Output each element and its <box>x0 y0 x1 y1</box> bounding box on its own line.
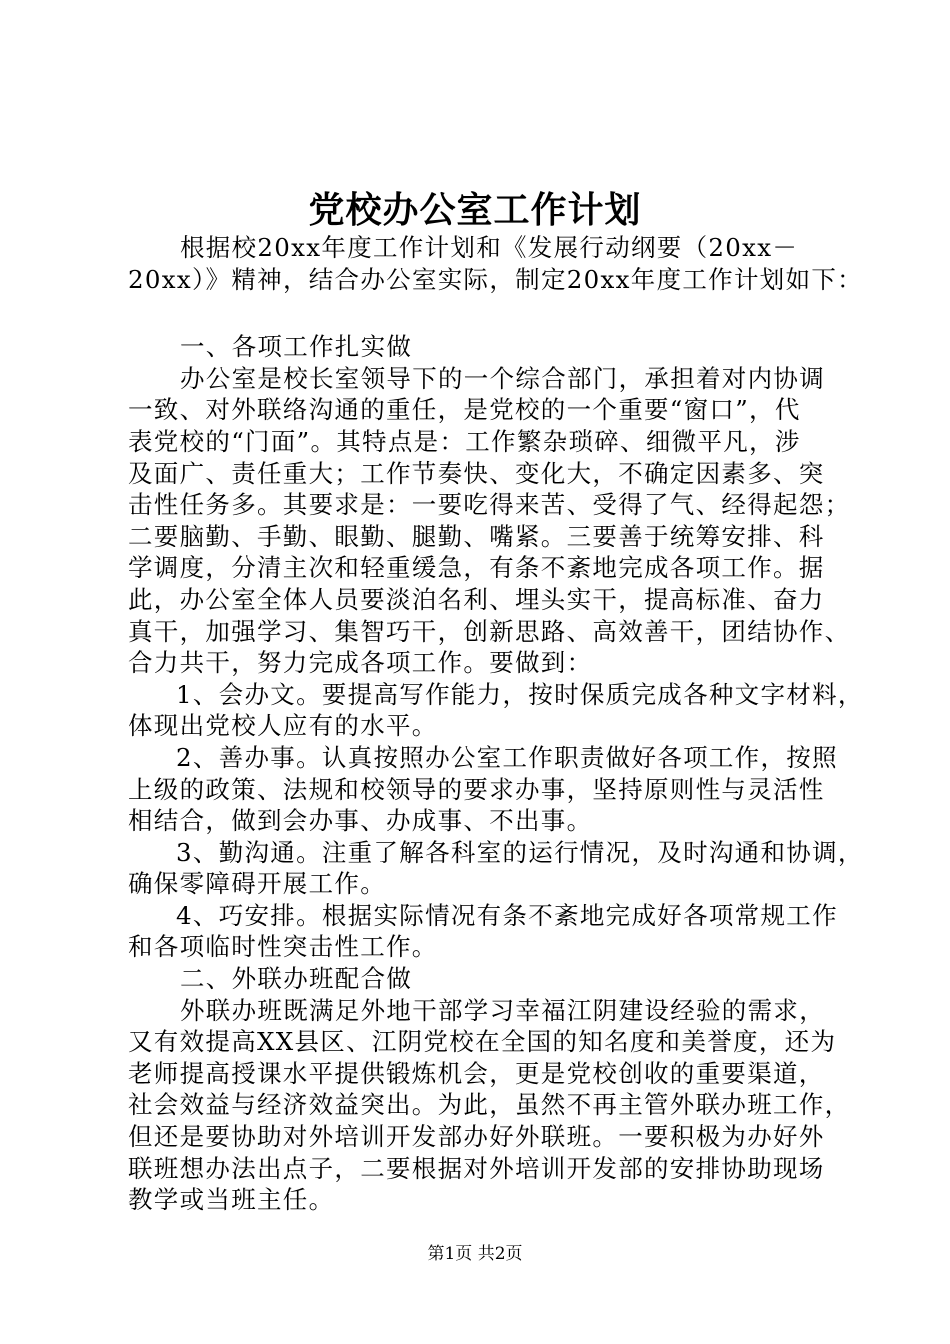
paragraph-intro-line-1: 根据校20xx年度工作计划和《发展行动纲要（20xx－ <box>180 233 799 262</box>
document-body <box>128 232 864 1216</box>
page-number-footer: 第1页 共2页 <box>427 1244 523 1264</box>
paragraph-line: 外联办班既满足外地干部学习幸福江阴建设经验的需求， <box>180 995 825 1025</box>
document-title: 党校办公室工作计划 <box>308 189 642 231</box>
paragraph-line: 老师提高授课水平提供锻炼机会，更是党校创收的重要渠道， <box>128 1058 825 1088</box>
paragraph-line: 表党校的“门面”。其特点是：工作繁杂琐碎、细微平凡，涉 <box>128 426 801 456</box>
paragraph-line: 击性任务多。其要求是：一要吃得来苦、受得了气、经得起怨； <box>128 490 851 520</box>
list-item-1: 1、会办文。要提高写作能力，按时保质完成各种文字材料， <box>176 679 864 709</box>
paragraph-line: 二要脑勤、手勤、眼勤、腿勤、嘴紧。三要善于统筹安排、科 <box>128 521 825 551</box>
paragraph-line: 社会效益与经济效益突出。为此，虽然不再主管外联办班工作， <box>128 1090 851 1120</box>
list-item-2-cont: 相结合，做到会办事、办成事、不出事。 <box>128 806 593 836</box>
paragraph-line: 办公室是校长室领导下的一个综合部门，承担着对内协调 <box>180 363 825 393</box>
paragraph-line: 但还是要协助对外培训开发部办好外联班。一要积极为办好外 <box>128 1122 825 1152</box>
paragraph-line: 又有效提高XX县区、江阴党校在全国的知名度和美誉度，还为 <box>128 1027 837 1057</box>
paragraph-intro-line-2: 20xx）》精神，结合办公室实际，制定20xx年度工作计划如下： <box>128 264 863 294</box>
list-item-2: 2、善办事。认真按照办公室工作职责做好各项工作，按照 <box>176 742 838 772</box>
paragraph-line: 合力共干，努力完成各项工作。要做到： <box>128 648 593 678</box>
paragraph-line: 一致、对外联络沟通的重任，是党校的一个重要“窗口”，代 <box>128 395 801 425</box>
list-item-2-cont: 上级的政策、法规和校领导的要求办事，坚持原则性与灵活性 <box>128 774 825 804</box>
section-heading-2: 二、外联办班配合做 <box>180 964 413 994</box>
paragraph-line: 真干，加强学习、集智巧干，创新思路、高效善干，团结协作、 <box>128 616 851 646</box>
paragraph-line: 学调度，分清主次和轻重缓急，有条不紊地完成各项工作。据 <box>128 553 825 583</box>
paragraph-line: 及面广、责任重大；工作节奏快、变化大，不确定因素多、突 <box>128 458 825 488</box>
section-heading-1: 一、各项工作扎实做 <box>180 332 413 362</box>
paragraph-line: 教学或当班主任。 <box>128 1185 335 1215</box>
list-item-4-cont: 和各项临时性突击性工作。 <box>128 932 438 962</box>
paragraph-line: 此，办公室全体人员要淡泊名利、埋头实干，提高标准、奋力 <box>128 584 825 614</box>
list-item-4: 4、巧安排。根据实际情况有条不紊地完成好各项常规工作 <box>176 900 838 930</box>
list-item-3: 3、勤沟通。注重了解各科室的运行情况，及时沟通和协调， <box>176 837 864 867</box>
paragraph-line: 联班想办法出点子，二要根据对外培训开发部的安排协助现场 <box>128 1153 825 1183</box>
list-item-3-cont: 确保零障碍开展工作。 <box>128 869 386 899</box>
paragraph-gap <box>128 295 828 331</box>
list-item-1-cont: 体现出党校人应有的水平。 <box>128 711 438 741</box>
